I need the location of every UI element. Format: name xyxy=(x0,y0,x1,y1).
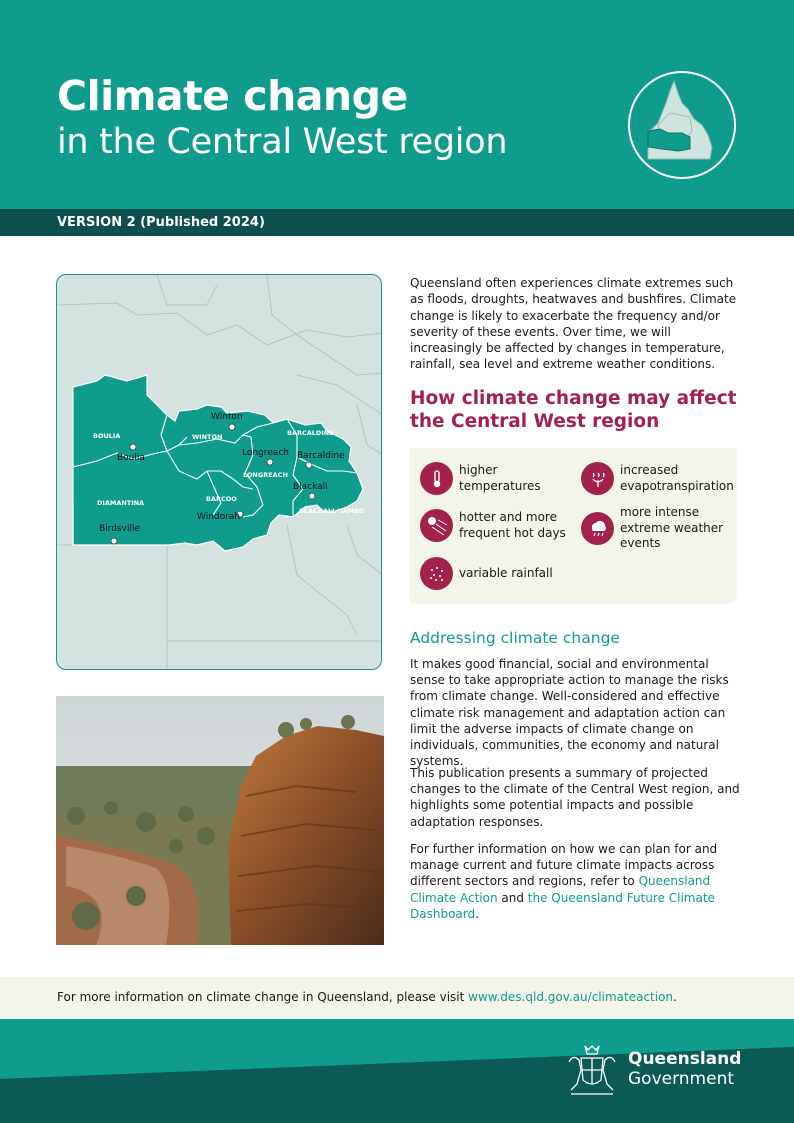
page-subtitle: in the Central West region xyxy=(57,122,508,162)
footer-text-start: For more information on climate change in Queensland, please visit xyxy=(57,990,469,1004)
impact-item xyxy=(420,509,569,542)
impact-label: hotter and more frequent hot days xyxy=(459,510,566,540)
addressing-paragraph-1: It makes good financial, social and environmental sense to take appropriate action to manage the risks from climate change. Well-considered and effective climate risk management and adaptation action can limit the adverse impacts of climate change on individuals, communities, the economy and natural systems. xyxy=(410,657,729,769)
region-map xyxy=(56,274,382,670)
region-label: BARCALDINE xyxy=(287,429,334,437)
impact-item xyxy=(581,505,730,552)
future-climate-dashboard-link[interactable]: the Queensland Future Climate Dashboard xyxy=(410,890,715,921)
logo-line-1: Queensland xyxy=(628,1049,742,1069)
version-label: VERSION 2 (Published 2024) xyxy=(57,215,265,230)
impacts-panel xyxy=(410,448,737,604)
impact-label: higher temperatures xyxy=(459,463,541,493)
paragraph-text: and xyxy=(497,890,528,905)
footer-text-end: . xyxy=(673,990,677,1004)
climate-action-link[interactable]: Queensland Climate Action xyxy=(410,874,711,905)
addressing-paragraph-3 xyxy=(410,841,745,922)
rain-icon xyxy=(420,557,453,590)
town-label: Barcaldine xyxy=(297,451,345,461)
page-title: Climate change xyxy=(57,72,408,120)
paragraph-text: For further information on how we can plan for and manage current and future climate impacts across different sectors and regions, refer to xyxy=(410,842,718,889)
region-label: BOULIA xyxy=(93,432,121,440)
region-label: LONGREACH xyxy=(243,471,288,479)
impact-item xyxy=(420,462,549,495)
impact-label: increased evapotranspiration xyxy=(620,463,734,493)
paragraph-text: . xyxy=(475,906,479,921)
queensland-region-badge xyxy=(628,71,736,179)
footer-info-bar xyxy=(0,977,794,1019)
footer-text xyxy=(57,990,677,1004)
queensland-government-logo xyxy=(628,1049,741,1089)
town-label: Birdsville xyxy=(99,524,140,534)
thermometer-icon xyxy=(420,462,453,495)
region-label: DIAMANTINA xyxy=(97,499,145,507)
impacts-heading: How climate change may affect the Central West region xyxy=(410,388,737,432)
region-label: BLACKALL TAMBO xyxy=(299,507,365,515)
town-label: Longreach xyxy=(242,448,289,458)
impact-item xyxy=(420,557,569,590)
impact-label: more intense extreme weather events xyxy=(620,505,724,550)
town-label: Blackall xyxy=(293,482,328,492)
logo-line-2: Government xyxy=(628,1069,735,1089)
landscape-photo xyxy=(56,696,384,945)
town-label: Boulia xyxy=(117,453,145,463)
header-banner xyxy=(0,0,794,209)
town-label: Windorah xyxy=(197,512,241,522)
version-bar xyxy=(0,209,794,236)
impact-label: variable rainfall xyxy=(459,565,553,580)
climateaction-url-link[interactable]: www.des.qld.gov.au/climateaction xyxy=(468,990,674,1004)
region-label: BARCOO xyxy=(206,495,237,503)
addressing-paragraph-2: This publication presents a summary of projected changes to the climate of the Central West region, and highlights some potential impacts and possible adaptation responses. xyxy=(410,766,740,829)
evaporation-icon xyxy=(581,462,614,495)
queensland-crest-icon xyxy=(563,1042,621,1106)
sun-icon xyxy=(420,509,453,542)
town-label: Winton xyxy=(211,412,243,422)
intro-paragraph: Queensland often experiences climate extremes such as floods, droughts, heatwaves and bushfires. Climate change is likely to exacerbate the frequency and/or severity of these events. Over time, we will increasingly be affected by changes in temperature, rainfall, sea level and extreme weather conditions. xyxy=(410,276,737,372)
region-label: WINTON xyxy=(192,433,223,441)
addressing-heading: Addressing climate change xyxy=(410,629,620,647)
impact-item xyxy=(581,462,740,495)
storm-icon xyxy=(581,512,614,545)
